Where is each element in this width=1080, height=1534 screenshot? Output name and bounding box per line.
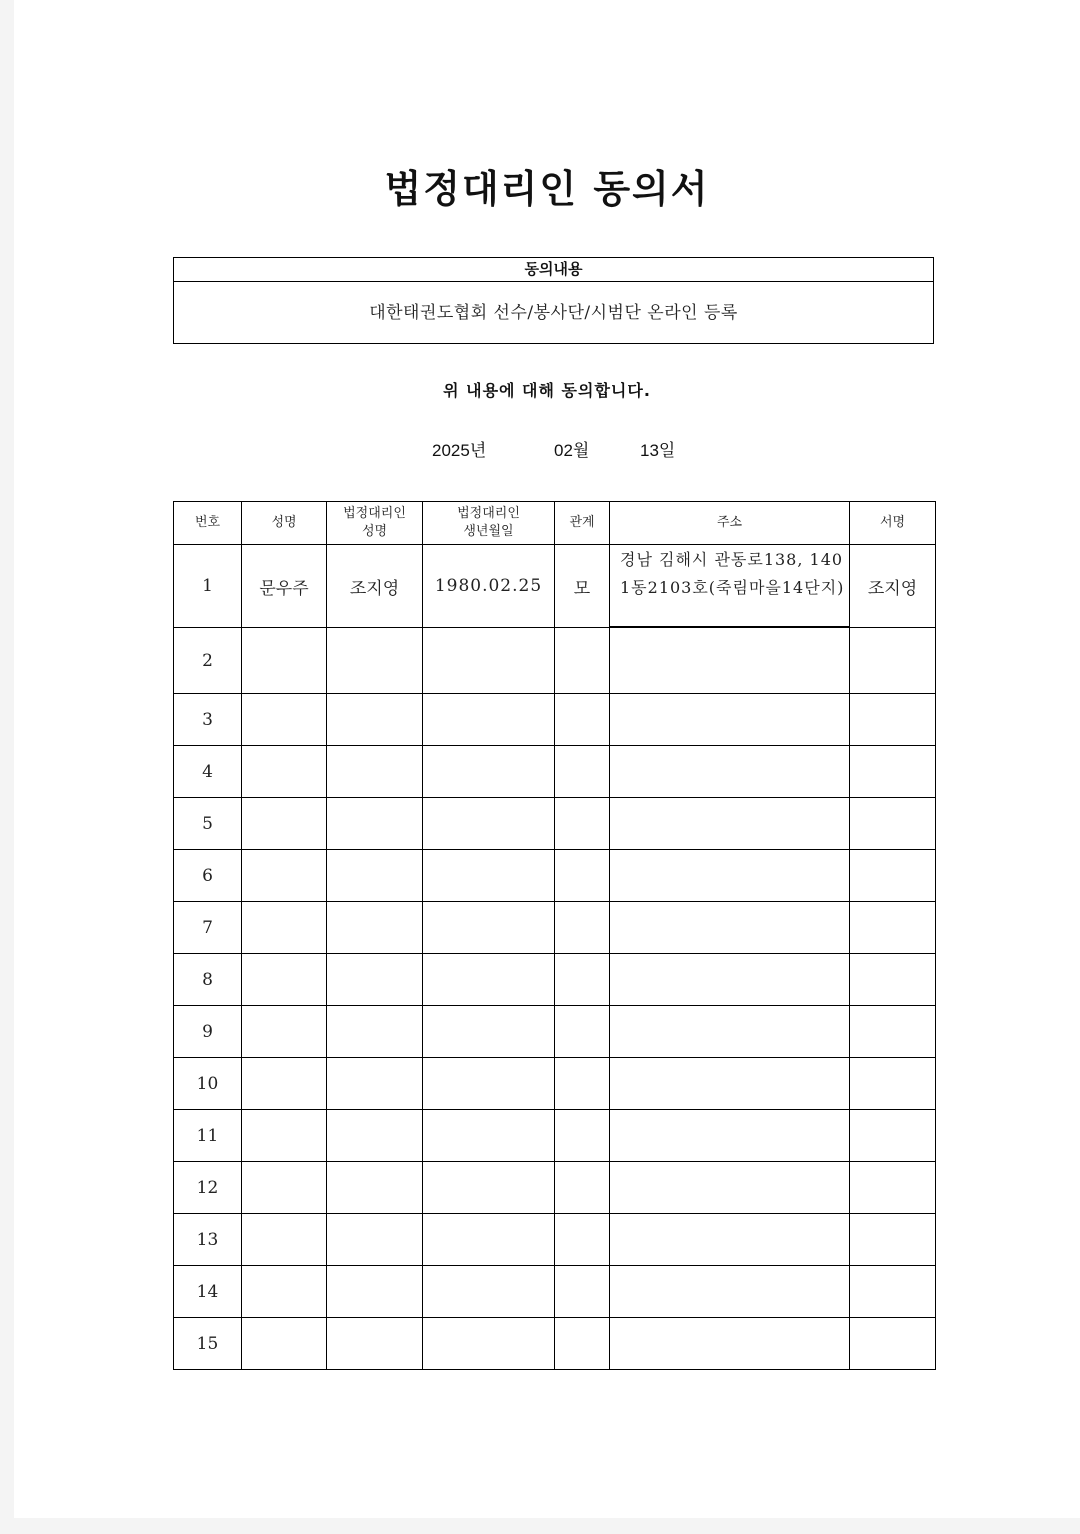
cell-relation bbox=[555, 1266, 610, 1318]
consent-text: 대한태권도협회 선수/봉사단/시범단 온라인 등록 bbox=[369, 303, 738, 323]
cell-no: 6 bbox=[174, 850, 242, 902]
date-month: 02월 bbox=[554, 441, 590, 460]
header-guardian-name: 법정대리인 성명 bbox=[327, 502, 423, 545]
table-row bbox=[174, 850, 936, 902]
header-relation: 관계 bbox=[555, 502, 610, 545]
cell-guardian-birth bbox=[423, 628, 555, 694]
cell-address bbox=[610, 628, 850, 694]
date-year: 2025년 bbox=[432, 441, 487, 460]
cell-name: 문우주 bbox=[242, 545, 327, 628]
table-row bbox=[174, 1214, 936, 1266]
cell-guardian-birth bbox=[423, 1214, 555, 1266]
cell-signature bbox=[850, 1266, 936, 1318]
cell-guardian-birth bbox=[423, 1006, 555, 1058]
cell-name bbox=[242, 1058, 327, 1110]
cell-guardian-birth bbox=[423, 1110, 555, 1162]
cell-address bbox=[610, 1266, 850, 1318]
cell-no: 5 bbox=[174, 798, 242, 850]
cell-relation bbox=[555, 798, 610, 850]
cell-signature bbox=[850, 798, 936, 850]
table-row bbox=[174, 954, 936, 1006]
cell-signature bbox=[850, 1318, 936, 1370]
cell-relation bbox=[555, 1318, 610, 1370]
cell-name bbox=[242, 628, 327, 694]
cell-guardian-name bbox=[327, 1214, 423, 1266]
cell-no: 10 bbox=[174, 1058, 242, 1110]
cell-relation bbox=[555, 1006, 610, 1058]
cell-guardian-name bbox=[327, 694, 423, 746]
cell-name bbox=[242, 1318, 327, 1370]
cell-guardian-birth bbox=[423, 746, 555, 798]
cell-address bbox=[610, 850, 850, 902]
cell-name bbox=[242, 1162, 327, 1214]
cell-relation bbox=[555, 1058, 610, 1110]
cell-guardian-name bbox=[327, 628, 423, 694]
cell-name bbox=[242, 694, 327, 746]
cell-signature bbox=[850, 1162, 936, 1214]
consent-heading: 동의내용 bbox=[174, 258, 933, 282]
cell-signature: 조지영 bbox=[850, 545, 936, 628]
cell-guardian-name bbox=[327, 1162, 423, 1214]
cell-guardian-name bbox=[327, 1318, 423, 1370]
cell-name bbox=[242, 746, 327, 798]
cell-guardian-birth: 1980.02.25 bbox=[423, 545, 555, 628]
cell-guardian-birth bbox=[423, 902, 555, 954]
cell-no: 8 bbox=[174, 954, 242, 1006]
cell-guardian-birth bbox=[423, 694, 555, 746]
consent-box bbox=[173, 257, 934, 344]
agreement-statement: 위 내용에 대해 동의합니다. bbox=[443, 381, 651, 400]
table-row bbox=[174, 545, 936, 628]
cell-address bbox=[610, 1006, 850, 1058]
cell-guardian-birth bbox=[423, 1318, 555, 1370]
table-row bbox=[174, 746, 936, 798]
cell-signature bbox=[850, 1058, 936, 1110]
address-text: 경남 김해시 관동로138, 1401동2103호(죽림마을14단지) bbox=[610, 546, 849, 627]
cell-signature bbox=[850, 850, 936, 902]
cell-relation bbox=[555, 1214, 610, 1266]
cell-address bbox=[610, 746, 850, 798]
cell-address bbox=[610, 694, 850, 746]
cell-address bbox=[610, 902, 850, 954]
cell-relation bbox=[555, 902, 610, 954]
table-row bbox=[174, 798, 936, 850]
table-row bbox=[174, 1318, 936, 1370]
cell-no: 14 bbox=[174, 1266, 242, 1318]
document-page bbox=[14, 0, 1080, 1518]
cell-no: 3 bbox=[174, 694, 242, 746]
cell-signature bbox=[850, 694, 936, 746]
table-row bbox=[174, 694, 936, 746]
cell-relation bbox=[555, 850, 610, 902]
cell-guardian-name bbox=[327, 954, 423, 1006]
cell-signature bbox=[850, 1110, 936, 1162]
cell-relation bbox=[555, 628, 610, 694]
cell-address bbox=[610, 545, 850, 628]
cell-guardian-name bbox=[327, 1006, 423, 1058]
cell-signature bbox=[850, 902, 936, 954]
cell-guardian-birth bbox=[423, 850, 555, 902]
cell-relation bbox=[555, 1110, 610, 1162]
cell-name bbox=[242, 1214, 327, 1266]
cell-signature bbox=[850, 954, 936, 1006]
cell-relation bbox=[555, 746, 610, 798]
guardian-table bbox=[173, 501, 936, 1370]
date-day: 13일 bbox=[640, 441, 676, 460]
cell-address bbox=[610, 798, 850, 850]
cell-guardian-name bbox=[327, 1266, 423, 1318]
cell-signature bbox=[850, 1214, 936, 1266]
table-row bbox=[174, 1266, 936, 1318]
cell-no: 1 bbox=[174, 545, 242, 628]
cell-no: 12 bbox=[174, 1162, 242, 1214]
cell-relation bbox=[555, 954, 610, 1006]
cell-guardian-name bbox=[327, 902, 423, 954]
header-no: 번호 bbox=[174, 502, 242, 545]
cell-signature bbox=[850, 628, 936, 694]
cell-name bbox=[242, 850, 327, 902]
cell-guardian-name bbox=[327, 798, 423, 850]
header-signature: 서명 bbox=[850, 502, 936, 545]
cell-guardian-birth bbox=[423, 954, 555, 1006]
cell-name bbox=[242, 1266, 327, 1318]
cell-address bbox=[610, 1214, 850, 1266]
cell-no: 2 bbox=[174, 628, 242, 694]
cell-guardian-name bbox=[327, 1110, 423, 1162]
table-row bbox=[174, 1006, 936, 1058]
cell-no: 7 bbox=[174, 902, 242, 954]
table-row bbox=[174, 1162, 936, 1214]
table-row bbox=[174, 902, 936, 954]
cell-guardian-birth bbox=[423, 1266, 555, 1318]
table-row bbox=[174, 1058, 936, 1110]
cell-name bbox=[242, 954, 327, 1006]
cell-address bbox=[610, 1058, 850, 1110]
cell-signature bbox=[850, 1006, 936, 1058]
cell-no: 11 bbox=[174, 1110, 242, 1162]
header-address: 주소 bbox=[610, 502, 850, 545]
cell-guardian-name: 조지영 bbox=[327, 545, 423, 628]
cell-address bbox=[610, 954, 850, 1006]
table-row bbox=[174, 628, 936, 694]
cell-guardian-birth bbox=[423, 1162, 555, 1214]
cell-no: 4 bbox=[174, 746, 242, 798]
cell-name bbox=[242, 798, 327, 850]
cell-name bbox=[242, 1006, 327, 1058]
cell-signature bbox=[850, 746, 936, 798]
cell-guardian-name bbox=[327, 746, 423, 798]
cell-guardian-birth bbox=[423, 798, 555, 850]
cell-guardian-name bbox=[327, 850, 423, 902]
cell-relation bbox=[555, 694, 610, 746]
table-header-row bbox=[174, 502, 936, 545]
cell-no: 9 bbox=[174, 1006, 242, 1058]
cell-guardian-birth bbox=[423, 1058, 555, 1110]
header-name: 성명 bbox=[242, 502, 327, 545]
cell-no: 13 bbox=[174, 1214, 242, 1266]
cell-no: 15 bbox=[174, 1318, 242, 1370]
cell-guardian-name bbox=[327, 1058, 423, 1110]
document-title: 법정대리인 동의서 bbox=[384, 167, 710, 211]
header-guardian-birth: 법정대리인 생년월일 bbox=[423, 502, 555, 545]
cell-address bbox=[610, 1110, 850, 1162]
cell-relation: 모 bbox=[555, 545, 610, 628]
cell-relation bbox=[555, 1162, 610, 1214]
table-row bbox=[174, 1110, 936, 1162]
cell-name bbox=[242, 1110, 327, 1162]
cell-name bbox=[242, 902, 327, 954]
cell-address bbox=[610, 1318, 850, 1370]
cell-address bbox=[610, 1162, 850, 1214]
